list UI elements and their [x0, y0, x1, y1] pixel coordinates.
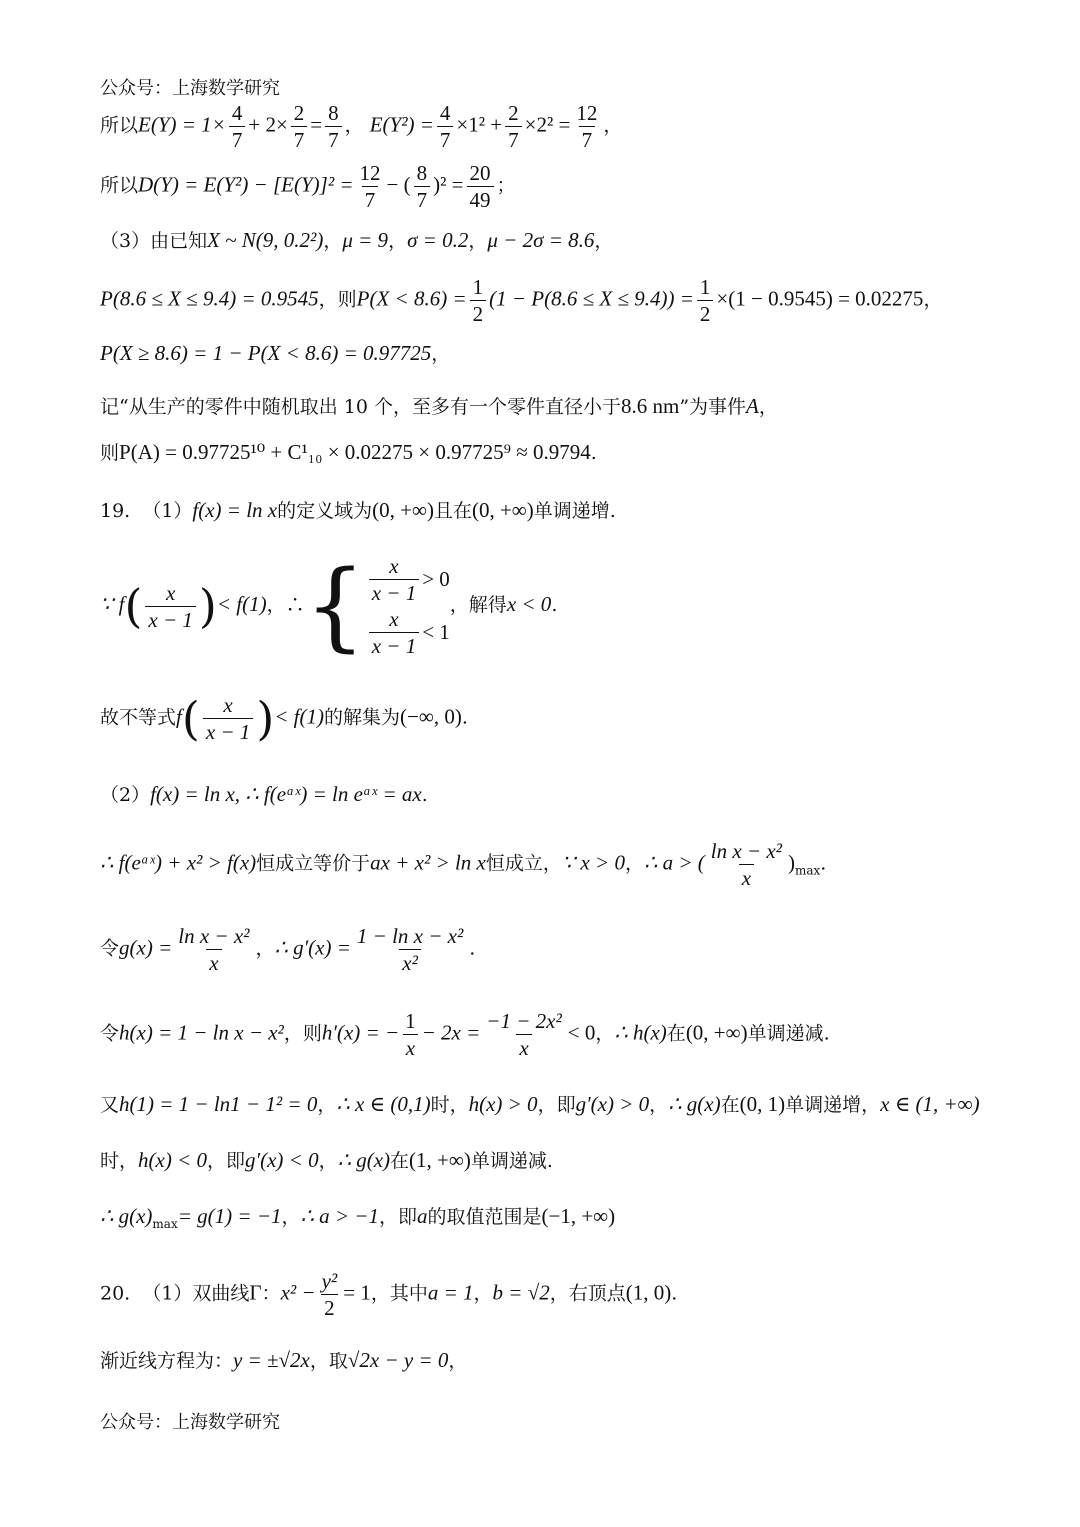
denominator: x − 1 — [203, 718, 254, 743]
event-line — [100, 396, 778, 417]
denominator: 7 — [362, 186, 379, 211]
math: μ = 9 — [342, 228, 389, 252]
dy-line — [100, 162, 516, 211]
numerator: 8 — [416, 161, 428, 185]
subscript: max — [152, 1216, 178, 1231]
numerator: 8 — [328, 101, 339, 125]
text: ，其中 — [370, 1282, 428, 1305]
text: 记“从生产的零件中随机取出 10 个，至多有一个零件直径小于 — [100, 396, 621, 418]
math: ∴ g(x) — [100, 1204, 153, 1228]
math: g′(x) > 0 — [575, 1092, 650, 1116]
denominator: 7 — [505, 126, 522, 151]
fraction — [325, 102, 342, 151]
question-number: 20. — [100, 1282, 131, 1305]
math: ∴ a > ( — [644, 850, 705, 875]
text: 则 — [100, 442, 120, 464]
math: ∵ x > 0 — [561, 850, 625, 875]
text: ， — [649, 1094, 669, 1116]
header-watermark: 公众号：上海数学研究 — [100, 78, 280, 99]
math: ∴ h(x) — [614, 1020, 667, 1045]
text: 单调递减. — [470, 1150, 553, 1172]
text: 的解集为 — [324, 706, 401, 729]
math: f(x) = ln x — [192, 498, 278, 522]
denominator: x − 1 — [145, 606, 196, 631]
numerator: x — [389, 607, 399, 632]
math: ×(1 − 0.9545) = 0.02275 — [716, 286, 924, 311]
numerator: −1 − 2x² — [486, 1009, 562, 1033]
math: f(x) = ln x, ∴ f(eᵃˣ) = ln eᵃˣ = ax — [150, 782, 422, 806]
math: a — [416, 1204, 428, 1228]
ey-line — [100, 102, 622, 151]
text: . — [461, 706, 468, 729]
text: 恒成立等价于 — [256, 852, 371, 875]
denominator: 2 — [697, 300, 714, 325]
text: 时， — [100, 1150, 139, 1172]
text: 单调递增. — [533, 500, 616, 522]
q19-system-line — [100, 550, 558, 663]
math: ∴ g(x) — [337, 1148, 391, 1172]
numerator: 4 — [231, 101, 243, 125]
math: P(X < 8.6) = — [356, 286, 467, 311]
text: 在 — [666, 1022, 686, 1045]
math: (1 − P(8.6 ≤ X ≤ 9.4)) = — [489, 286, 694, 311]
text: ， — [624, 852, 644, 875]
complement-line — [100, 343, 450, 364]
math: (1, +∞) — [409, 1148, 471, 1172]
numerator: 1 − ln x − x² — [356, 924, 464, 948]
math: D(Y) = E(Y²) − [E(Y)]² = — [138, 172, 354, 197]
math: √2x − y = 0 — [347, 1348, 449, 1372]
probability-line — [100, 276, 942, 325]
math: h(x) > 0 — [468, 1092, 538, 1116]
math: ) — [787, 850, 795, 875]
text: ， — [595, 1022, 615, 1045]
fraction — [402, 1010, 419, 1059]
text: ， — [431, 343, 451, 365]
math: (−∞, 0) — [400, 704, 462, 729]
fraction — [357, 162, 384, 211]
text: 故不等式 — [100, 706, 177, 729]
math: A — [746, 394, 759, 418]
denominator: x — [739, 864, 754, 889]
text: . — [551, 594, 558, 617]
math: − 2x = — [421, 1020, 481, 1045]
text: 的取值范围是 — [427, 1206, 542, 1228]
math: h(x) = 1 − ln x − x² — [119, 1020, 284, 1045]
text: ， — [468, 230, 488, 252]
math: < f(1) — [216, 592, 267, 617]
text: ； — [496, 174, 516, 197]
math: x < 0 — [506, 592, 552, 617]
math: < 0 — [567, 1020, 596, 1045]
denominator: 2 — [321, 1294, 338, 1319]
text: . — [421, 784, 428, 806]
part3-given-line — [100, 230, 613, 251]
q19-monotone-line-1 — [100, 1094, 980, 1115]
fraction — [229, 102, 246, 151]
footer-watermark: 公众号：上海数学研究 — [100, 1412, 280, 1433]
paren: ( — [124, 579, 143, 634]
math: Γ — [249, 1280, 262, 1305]
math: ∴ f(eᵃˣ) + x² > f(x) — [100, 850, 257, 875]
denominator: 7 — [579, 126, 596, 151]
text: . — [820, 852, 827, 875]
text: ， — [318, 1150, 338, 1172]
brace: { — [304, 550, 366, 663]
math: 8.6 nm — [620, 394, 680, 418]
text: 所以 — [100, 174, 139, 197]
text: . — [469, 937, 476, 960]
text: ， — [473, 1282, 493, 1305]
math: = g(1) = −1 — [177, 1204, 282, 1228]
question-number: 19. — [100, 500, 131, 522]
text: 渐近线方程为： — [100, 1350, 234, 1372]
fraction — [483, 1010, 564, 1059]
q19-part2-line — [100, 784, 428, 805]
numerator: 2 — [508, 101, 519, 125]
numerator: y² — [321, 1269, 338, 1293]
math: ×1² + — [456, 112, 503, 137]
text: ，取 — [309, 1350, 348, 1372]
fraction — [470, 276, 487, 325]
text: ，即 — [537, 1094, 576, 1116]
fraction — [175, 925, 252, 974]
numerator: x — [389, 554, 399, 578]
math: h(x) < 0 — [138, 1148, 207, 1172]
text: 在 — [720, 1094, 740, 1116]
numerator: x — [165, 580, 176, 605]
text: ，则 — [283, 1022, 322, 1045]
denominator: x² — [399, 949, 421, 974]
text: ， — [594, 230, 614, 252]
text: ： — [261, 1282, 281, 1305]
math: g(x) = — [119, 935, 173, 960]
q19-conclusion-line — [100, 1206, 615, 1230]
fraction — [145, 582, 196, 631]
paren: ( — [181, 691, 200, 746]
fraction — [437, 102, 454, 151]
q19-equivalence-line — [100, 840, 826, 889]
math: x² − — [280, 1280, 316, 1305]
numerator: ln x − x² — [710, 839, 782, 863]
math: (1, 0) — [625, 1280, 672, 1305]
math: ∴ g(x) — [668, 1092, 721, 1116]
fraction — [414, 162, 431, 211]
q19-g-line — [100, 925, 475, 974]
text: ”为事件 — [679, 396, 747, 418]
denominator: 7 — [325, 126, 342, 151]
math: ×2² = — [524, 112, 571, 137]
text: ， — [603, 114, 623, 137]
text: ，右顶点 — [549, 1282, 626, 1305]
denominator: 49 — [467, 186, 494, 211]
numerator: x — [223, 693, 233, 717]
math: P(8.6 ≤ X ≤ 9.4) = 0.9545 — [100, 286, 319, 311]
denominator: x − 1 — [369, 632, 420, 657]
numerator: 1 — [472, 275, 484, 299]
math: > 0 — [422, 567, 450, 592]
math: P(X ≥ 8.6) = 1 − P(X < 8.6) = 0.97725 — [100, 341, 432, 365]
text: （1）双曲线 — [142, 1282, 250, 1305]
q19-part1-line — [100, 500, 616, 521]
text: . — [671, 1282, 678, 1305]
q19-h-line — [100, 1010, 830, 1059]
math: ∴ a > −1 — [300, 1204, 379, 1228]
text: ， — [758, 396, 778, 418]
math: ax + x² > ln x — [370, 850, 486, 875]
math: μ − 2σ = 8.6 — [487, 228, 595, 252]
system-row — [366, 555, 450, 604]
text: ，解得 — [449, 594, 507, 617]
text: ，即 — [378, 1206, 417, 1228]
fraction — [203, 694, 254, 743]
math: < f(1) — [274, 704, 325, 729]
math: E(Y) = 1× — [138, 112, 226, 137]
text: （2） — [100, 784, 151, 806]
denominator: 7 — [437, 126, 454, 151]
text: 时， — [430, 1094, 469, 1116]
numerator: 4 — [439, 101, 451, 125]
fraction — [291, 102, 308, 151]
math: (0, 1) — [739, 1092, 786, 1116]
text: ，∴ — [266, 594, 305, 617]
text: 令 — [100, 937, 120, 960]
text: ， — [323, 230, 343, 252]
text: 在 — [390, 1150, 410, 1172]
numerator: 1 — [699, 275, 711, 299]
numerator: 2 — [293, 101, 305, 125]
math: y = ±√2x — [233, 1348, 310, 1372]
text: ， — [388, 230, 408, 252]
math: h(1) = 1 − ln1 − 1² = 0 — [119, 1092, 318, 1116]
fraction — [573, 102, 600, 151]
math: (0, +∞) — [471, 498, 534, 522]
math: − ( — [386, 172, 411, 197]
math: b = √2 — [492, 1280, 550, 1305]
math: x ∈ (1, +∞) — [880, 1092, 980, 1116]
denominator: 7 — [229, 126, 246, 151]
numerator: 1 — [405, 1009, 416, 1033]
text: 的定义域为 — [277, 500, 373, 522]
fraction — [467, 162, 494, 211]
denominator: 7 — [414, 186, 431, 211]
text: 且在 — [433, 500, 472, 522]
math: ∵ f — [100, 592, 125, 617]
inequality-system — [366, 555, 450, 657]
numerator: 12 — [359, 161, 381, 185]
denominator: 7 — [291, 126, 308, 151]
math: (0, +∞) — [685, 1020, 748, 1045]
numerator: 12 — [576, 101, 598, 125]
text: 所以 — [100, 114, 139, 137]
fraction — [369, 608, 420, 657]
q19-monotone-line-2 — [100, 1150, 553, 1171]
math: < 1 — [422, 620, 450, 645]
math: a = 1 — [427, 1280, 474, 1305]
paren: ) — [198, 579, 217, 634]
paren: ) — [256, 691, 275, 746]
math: E(Y²) = — [369, 112, 434, 137]
q19-solution-set-line — [100, 691, 468, 746]
text: 恒成立， — [485, 852, 562, 875]
q20-part1-line — [100, 1270, 677, 1319]
math: (0, +∞) — [372, 498, 434, 522]
math: P(A) = 0.97725¹⁰ + C¹₁₀ × 0.02275 × 0.97725⁹ ≈ 0.9794 — [119, 440, 591, 464]
math: σ = 0.2 — [407, 228, 469, 252]
text: 又 — [100, 1094, 120, 1116]
math: g′(x) < 0 — [245, 1148, 319, 1172]
numerator: 20 — [469, 161, 491, 185]
math: ∴ x ∈ (0,1) — [336, 1092, 431, 1116]
subscript: max — [794, 863, 821, 878]
fraction — [505, 102, 522, 151]
text: ， — [255, 937, 275, 960]
text: 令 — [100, 1022, 120, 1045]
text: ， — [344, 114, 364, 137]
text: （1） — [142, 500, 193, 522]
denominator: x − 1 — [369, 579, 420, 604]
text: ，则 — [318, 288, 357, 311]
math: f — [176, 704, 182, 729]
fraction — [319, 1270, 341, 1319]
q20-asymptote-line — [100, 1350, 467, 1371]
math: )² = — [433, 172, 464, 197]
text: ， — [923, 288, 943, 311]
text: 单调递减. — [747, 1022, 830, 1045]
pa-line — [100, 442, 597, 463]
text: . — [590, 442, 597, 464]
fraction — [369, 555, 420, 604]
math: + 2× — [248, 112, 288, 137]
fraction — [697, 276, 714, 325]
text: ，即 — [207, 1150, 246, 1172]
denominator: x — [516, 1034, 531, 1059]
denominator: 2 — [470, 300, 487, 325]
denominator: x — [206, 949, 221, 974]
text: ， — [281, 1206, 301, 1228]
text: ， — [317, 1094, 337, 1116]
math: = — [310, 112, 323, 137]
text: 单调递增， — [785, 1094, 881, 1116]
denominator: x — [403, 1034, 418, 1059]
system-row — [366, 608, 450, 657]
math: X ~ N(9, 0.2²) — [207, 228, 324, 252]
numerator: ln x − x² — [178, 924, 250, 948]
fraction — [708, 840, 785, 889]
text: ， — [448, 1350, 468, 1372]
math: ∴ g′(x) = — [274, 935, 351, 960]
text: （3）由已知 — [100, 230, 208, 252]
math: = 1 — [343, 1280, 371, 1305]
math: (−1, +∞) — [541, 1204, 616, 1228]
fraction — [354, 925, 466, 974]
math: h′(x) = − — [321, 1020, 400, 1045]
